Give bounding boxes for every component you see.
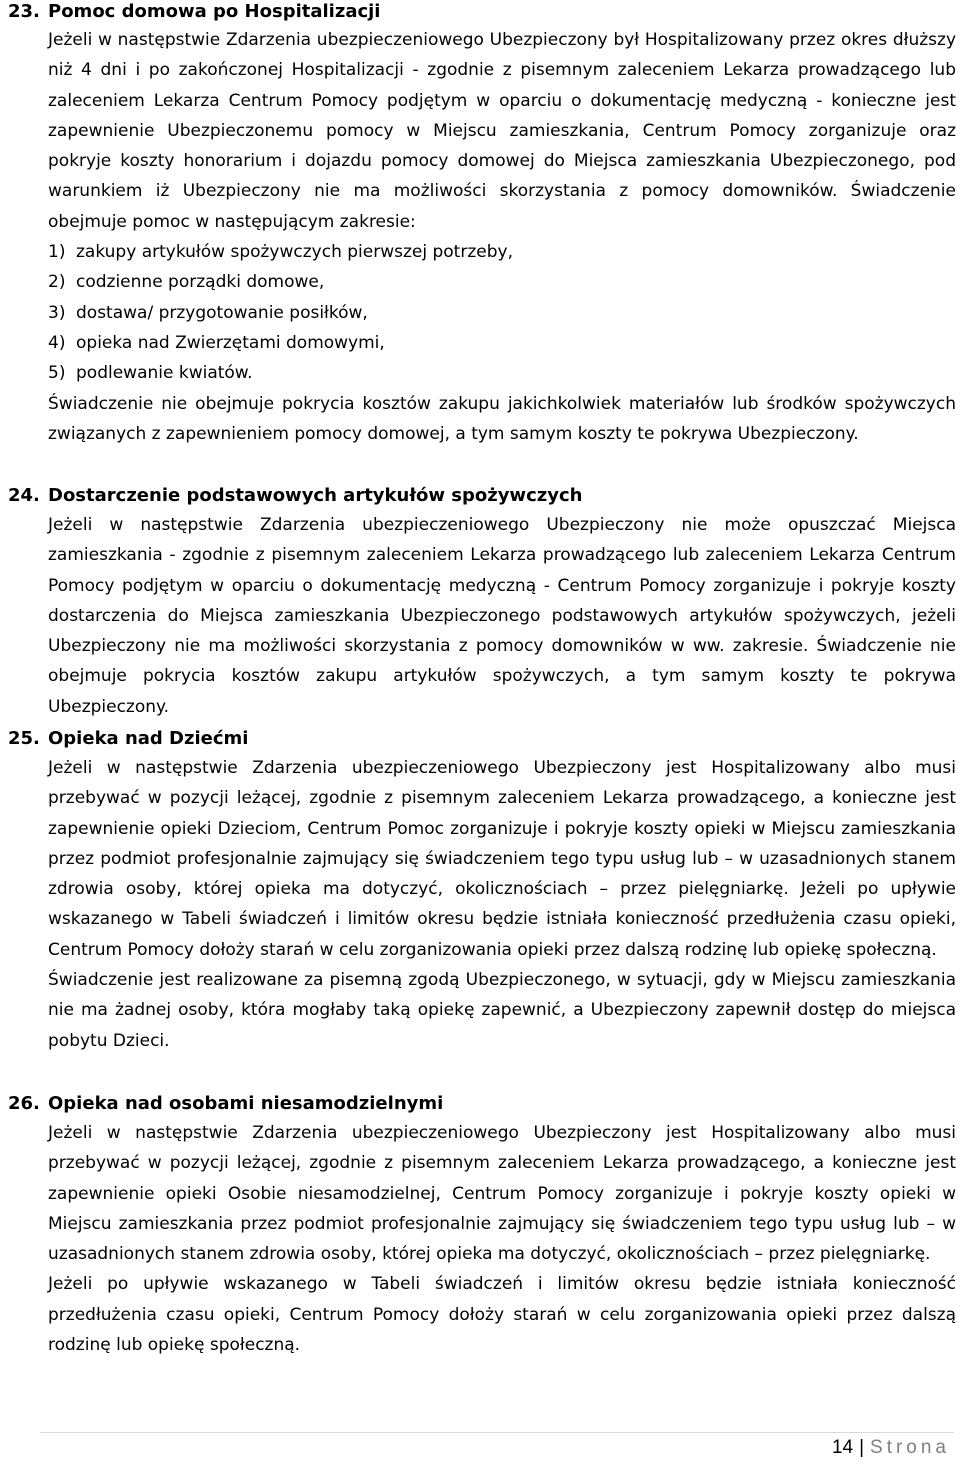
- list-item: [48, 358, 956, 388]
- section-26-heading: [8, 1092, 443, 1116]
- section-number: 25.: [8, 728, 40, 749]
- section-number: 24.: [8, 485, 40, 506]
- paragraph: Świadczenie nie obejmuje pokrycia kosztów zakupu jakichkolwiek materiałów lub środków spożywczych związanych z zapewnieniem pomocy domowej, a tym samym koszty te pokrywa Ubezpieczony.: [48, 393, 956, 444]
- section-24-heading: [8, 484, 582, 508]
- list-text: codzienne porządki domowe,: [76, 272, 325, 293]
- list-item: [48, 267, 956, 297]
- section-title: Pomoc domowa po Hospitalizacji: [48, 1, 381, 22]
- list-text: dostawa/ przygotowanie posiłków,: [76, 302, 368, 323]
- list-item: [48, 237, 956, 267]
- list-number: 2): [48, 272, 66, 293]
- section-number: 23.: [8, 1, 40, 22]
- section-24-body: [48, 510, 956, 722]
- section-23-body: [48, 25, 956, 449]
- page-footer: [832, 1437, 950, 1459]
- list-item: [48, 298, 956, 328]
- section-25-heading: [8, 727, 248, 751]
- paragraph: Jeżeli w następstwie Zdarzenia ubezpieczeniowego Ubezpieczony nie może opuszczać Miejsca zamieszkania - zgodnie z pisemnym zaleceniem Lekarza prowadzącego lub zaleceniem Lekarza Centrum Pomocy podjętym w oparciu o dokumentację medyczną - Centrum Pomocy zorganizuje i pokryje koszty dostarczenia do Miejsca zamieszkania Ubezpieczonego podstawowych artykułów spożywczych, jeżeli Ubezpieczony nie ma możliwości skorzystania z pomocy domowników w ww. zakresie. Świadczenie nie obejmuje pokrycia kosztów zakupu artykułów spożywczych, a tym samym koszty te pokrywa Ubezpieczony.: [48, 515, 956, 717]
- section-title: Opieka nad Dziećmi: [48, 728, 249, 749]
- footer-divider: [40, 1432, 954, 1433]
- list-text: zakupy artykułów spożywczych pierwszej potrzeby,: [76, 242, 513, 263]
- list-number: 3): [48, 302, 66, 323]
- list-number: 4): [48, 332, 66, 353]
- paragraph: Jeżeli w następstwie Zdarzenia ubezpieczeniowego Ubezpieczony jest Hospitalizowany albo musi przebywać w pozycji leżącej, zgodnie z pisemnym zaleceniem Lekarza prowadzącego, a konieczne jest zapewnienie opieki Dzieciom, Centrum Pomoc zorganizuje i pokryje koszty opieki w Miejscu zamieszkania przez podmiot profesjonalnie zajmujący się świadczeniem tego typu usług lub – w uzasadnionych stanem zdrowia osoby, której opieka ma dotyczyć, okolicznościach – przez pielęgniarkę. Jeżeli po upływie wskazanego w Tabeli świadczeń i limitów okresu będzie istniała konieczność przedłużenia czasu opieki, Centrum Pomocy dołoży starań w celu zorganizowania opieki przez dalszą rodzinę lub opiekę społeczną.: [48, 758, 956, 960]
- section-title: Dostarczenie podstawowych artykułów spożywczych: [48, 485, 583, 506]
- section-title: Opieka nad osobami niesamodzielnymi: [48, 1093, 444, 1114]
- section-26-body: [48, 1118, 956, 1360]
- list-number: 5): [48, 363, 66, 384]
- section-number: 26.: [8, 1093, 40, 1114]
- paragraph: Jeżeli w następstwie Zdarzenia ubezpieczeniowego Ubezpieczony był Hospitalizowany przez okres dłuższy niż 4 dni i po zakończonej Hospitalizacji - zgodnie z pisemnym zaleceniem Lekarza prowadzącego lub zaleceniem Lekarza Centrum Pomocy podjętym w oparciu o dokumentację medyczną - konieczne jest zapewnienie Ubezpieczonemu pomocy w Miejscu zamieszkania, Centrum Pomocy zorganizuje oraz pokryje koszty honorarium i dojazdu pomocy domowej do Miejsca zamieszkania Ubezpieczonego, pod warunkiem iż Ubezpieczony nie ma możliwości skorzystania z pomocy domowników. Świadczenie obejmuje pomoc w następującym zakresie:: [48, 30, 956, 232]
- list-text: opieka nad Zwierzętami domowymi,: [76, 332, 385, 353]
- section-25-body: [48, 753, 956, 1056]
- list-item: [48, 328, 956, 358]
- paragraph: Jeżeli w następstwie Zdarzenia ubezpieczeniowego Ubezpieczony jest Hospitalizowany albo musi przebywać w pozycji leżącej, zgodnie z pisemnym zaleceniem Lekarza prowadzącego, a konieczne jest zapewnienie opieki Osobie niesamodzielnej, Centrum Pomocy zorganizuje i pokryje koszty opieki w Miejscu zamieszkania przez podmiot profesjonalnie zajmujący się świadczeniem tego typu usług lub – w uzasadnionych stanem zdrowia osoby, której opieka ma dotyczyć, okolicznościach – przez pielęgniarkę.: [48, 1123, 956, 1265]
- list-text: podlewanie kwiatów.: [76, 363, 253, 384]
- paragraph: Jeżeli po upływie wskazanego w Tabeli świadczeń i limitów okresu będzie istniała konieczność przedłużenia czasu opieki, Centrum Pomocy dołoży starań w celu zorganizowania opieki przez dalszą rodzinę lub opiekę społeczną.: [48, 1274, 956, 1356]
- paragraph: Świadczenie jest realizowane za pisemną zgodą Ubezpieczonego, w sytuacji, gdy w Miejscu zamieszkania nie ma żadnej osoby, która mogłaby taką opiekę zapewnić, a Ubezpieczony zapewnił dostęp do miejsca pobytu Dzieci.: [48, 970, 956, 1051]
- footer-separator: |: [859, 1437, 865, 1458]
- list-number: 1): [48, 242, 66, 263]
- service-list: [48, 237, 956, 388]
- page-number: 14: [831, 1437, 854, 1458]
- page-label: Strona: [870, 1437, 950, 1458]
- section-23-heading: [8, 0, 380, 24]
